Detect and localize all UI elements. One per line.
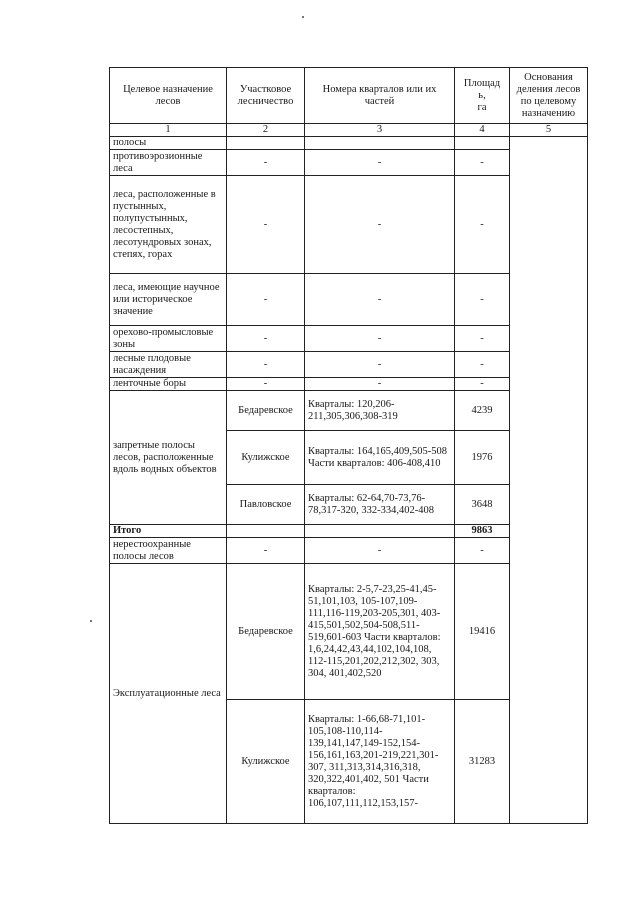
dash-cell: - xyxy=(455,378,510,391)
purpose-cell: нерестоохранные полосы лесов xyxy=(110,538,227,564)
col-num-1: 1 xyxy=(110,124,227,137)
forestry-cell: Бедаревское xyxy=(227,564,305,700)
header-row xyxy=(110,68,588,124)
column-number-row xyxy=(110,124,588,137)
purpose-cell: запретные полосы лесов, расположенные вдоль водных объектов xyxy=(110,391,227,525)
dash-cell: - xyxy=(227,378,305,391)
quarters-cell: Кварталы: 164,165,409,505-508 Части кварталов: 406-408,410 xyxy=(305,431,455,485)
quarters-cell: Кварталы: 120,206-211,305,306,308-319 xyxy=(305,391,455,431)
forestry-cell: Павловское xyxy=(227,485,305,525)
dash-cell: - xyxy=(455,538,510,564)
quarters-cell xyxy=(305,137,455,150)
forestry-cell xyxy=(227,137,305,150)
dash-cell: - xyxy=(455,150,510,176)
forest-purpose-table xyxy=(109,67,588,824)
quarters-cell: Кварталы: 62-64,70-73,76-78,317-320, 332-334,402-408 xyxy=(305,485,455,525)
dash-cell: - xyxy=(227,326,305,352)
table-row-polosy xyxy=(110,137,588,150)
dash-cell: - xyxy=(455,326,510,352)
header-purpose: Целевое назначение лесов xyxy=(110,68,227,124)
area-cell: 3648 xyxy=(455,485,510,525)
dash-cell: - xyxy=(455,176,510,274)
col-num-3: 3 xyxy=(305,124,455,137)
dash-cell: - xyxy=(227,352,305,378)
dash-cell: - xyxy=(227,150,305,176)
purpose-cell: леса, расположенные в пустынных, полупустынных, лесостепных, лесотундровых зонах, степях, горах xyxy=(110,176,227,274)
col-num-5: 5 xyxy=(510,124,588,137)
total-area: 9863 xyxy=(455,525,510,538)
dash-cell: - xyxy=(305,352,455,378)
forestry-cell xyxy=(227,525,305,538)
area-cell xyxy=(455,137,510,150)
quarters-cell: Кварталы: 1-66,68-71,101-105,108-110,114-139,141,147,149-152,154-156,161,163,201-219,221,301-307, 311,313,314,316,318, 320,322,401,402, 501 Части кварталов: 106,107,111,112,153,157- xyxy=(305,700,455,824)
area-cell: 31283 xyxy=(455,700,510,824)
dash-cell: - xyxy=(305,378,455,391)
basis-cell xyxy=(510,137,588,824)
scan-speck-top xyxy=(302,16,304,18)
area-cell: 19416 xyxy=(455,564,510,700)
header-area: Площад ь, га xyxy=(455,68,510,124)
dash-cell: - xyxy=(305,538,455,564)
quarters-cell: Кварталы: 2-5,7-23,25-41,45-51,101,103, 105-107,109-111,116-119,203-205,301, 403-415,501,502,504-508,511-519,601-603 Части кварталов: 1,6,24,42,43,44,102,104,108, 112-115,201,202,212,302, 303, 304, 401,402,520 xyxy=(305,564,455,700)
header-basis: Основания деления лесов по целевому назначению xyxy=(510,68,588,124)
purpose-cell: ленточные боры xyxy=(110,378,227,391)
purpose-cell: леса, имеющие научное или историческое значение xyxy=(110,274,227,326)
total-label: Итого xyxy=(110,525,227,538)
dash-cell: - xyxy=(305,274,455,326)
forestry-cell: Бедаревское xyxy=(227,391,305,431)
dash-cell: - xyxy=(305,326,455,352)
dash-cell: - xyxy=(227,274,305,326)
dash-cell: - xyxy=(227,538,305,564)
dash-cell: - xyxy=(227,176,305,274)
purpose-cell: лесные плодовые насаждения xyxy=(110,352,227,378)
dash-cell: - xyxy=(455,352,510,378)
purpose-cell: полосы xyxy=(110,137,227,150)
purpose-cell: орехово-промысловые зоны xyxy=(110,326,227,352)
scan-speck-left xyxy=(90,620,92,622)
col-num-2: 2 xyxy=(227,124,305,137)
col-num-4: 4 xyxy=(455,124,510,137)
header-quarters: Номера кварталов или их частей xyxy=(305,68,455,124)
dash-cell: - xyxy=(305,176,455,274)
header-forestry: Участковое лесничество xyxy=(227,68,305,124)
dash-cell: - xyxy=(455,274,510,326)
forestry-cell: Кулижское xyxy=(227,431,305,485)
purpose-cell: Эксплуатационные леса xyxy=(110,564,227,824)
purpose-cell: противоэрозионные леса xyxy=(110,150,227,176)
area-cell: 4239 xyxy=(455,391,510,431)
forestry-cell: Кулижское xyxy=(227,700,305,824)
quarters-cell xyxy=(305,525,455,538)
dash-cell: - xyxy=(305,150,455,176)
area-cell: 1976 xyxy=(455,431,510,485)
